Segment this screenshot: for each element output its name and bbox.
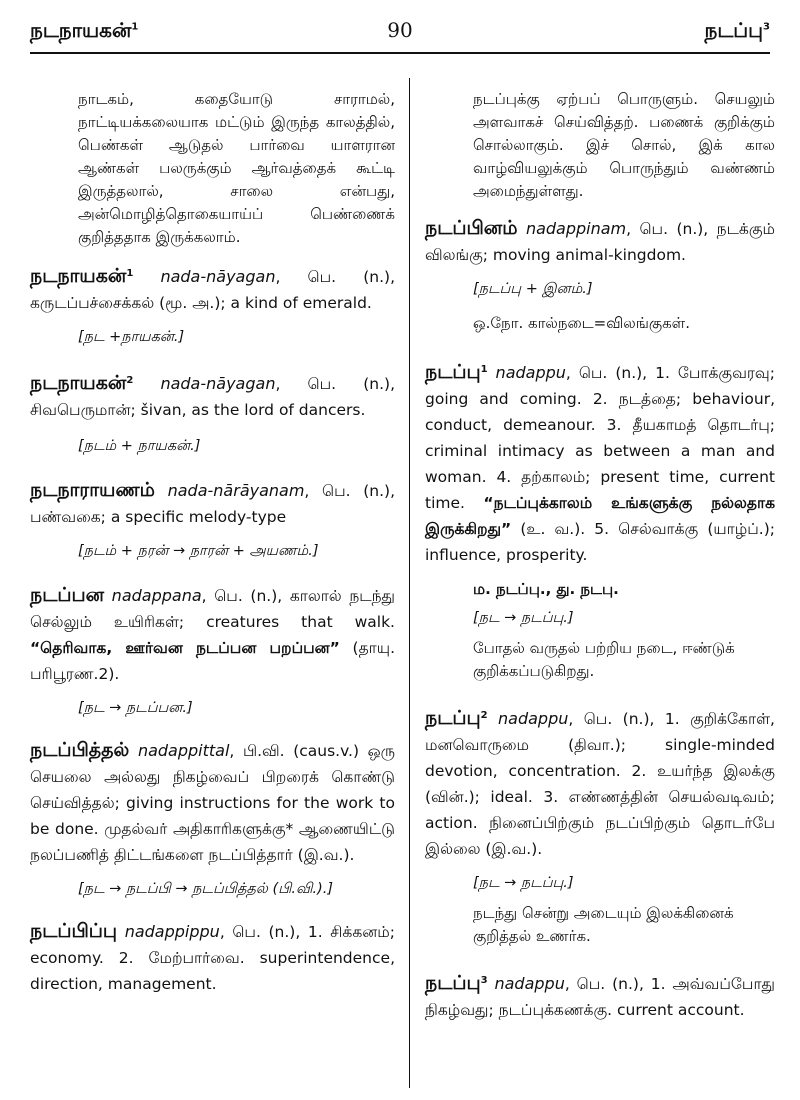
- definition: , பெ. (n.), 1. அவ்வப்போது நிகழ்வது; நடப்புக்கணக்கு. current account.: [425, 975, 775, 1020]
- definition: , பெ. (n.), 1. சிக்கனம்; economy. 2. மேற்பார்வை. superintendence, direction, management.: [30, 923, 395, 994]
- cognates: ம. நடப்பு., து. நடபு.: [473, 580, 619, 599]
- headword: நடப்பினம்: [425, 217, 518, 239]
- definition: , பெ. (n.), காலால் நடந்து செல்லும் உயிரிகள்; creatures that walk.: [30, 587, 395, 632]
- etymology: [நடம் + நரன் → நாரன் + அயணம்.]: [78, 543, 319, 560]
- transliteration: nada-nārāyanam: [167, 481, 305, 501]
- page-number: 90: [387, 18, 413, 42]
- quotation: “தெரிவாக, ஊர்வன நடப்பன பறப்பன”: [30, 639, 340, 658]
- transliteration: nadappu: [494, 974, 565, 994]
- header-right-guide-word: நடப்பு$^3$: [704, 18, 770, 42]
- citation: (உ. வ.). 5. செல்வாக்கு (யாழ்ப்.); influence, prosperity.: [425, 520, 775, 565]
- headword: நடப்பு: [425, 707, 481, 730]
- transliteration: nada-nāyagan: [160, 374, 276, 394]
- definition: , பெ. (n.), 1. குறிக்கோள், மனவொருமை (திவா.); single-minded devotion, concentration. 2. உயர்ந்த இலக்கு (வின்.); ideal. 3. எண்ணத்தின் செயல்வடிவம்; action. நினைப்பிற்கும் நடப்பிற்கும் தொடர்பே இல்லை (இ.வ.).: [425, 710, 775, 859]
- transliteration: nadappu: [498, 709, 569, 729]
- header-rule: [30, 52, 770, 54]
- etymology: [நட → நடப்பு.]: [473, 610, 574, 627]
- headword: நடநாயகன்: [30, 265, 127, 288]
- transliteration: nada-nāyagan: [160, 267, 276, 287]
- headword: நடநாயகன்: [30, 372, 127, 395]
- transliteration: nadappinam: [525, 219, 627, 238]
- etymology: [நடப்பு + இனம்.]: [473, 281, 593, 297]
- entry-nadanarayanam: [30, 477, 395, 562]
- etymology: [நட → நடப்பு.]: [473, 875, 574, 892]
- entry-nadappana: [30, 582, 395, 719]
- left-column: [30, 88, 395, 997]
- entry-nadanayagan-2: நடநாயகன்$^2$ nada-nāyagan, பெ. (n.), சிவபெருமான்; šivan, as the lord of dancers. [நடம் + நாயகன்.]: [30, 368, 395, 457]
- note: ஒ.நோ. கால்நடை=விலங்குகள்.: [473, 314, 690, 332]
- header-left-guide-word: நடநாயகன்$^1$: [30, 18, 139, 42]
- continuation-paragraph: நடப்புக்கு ஏற்பப் பொருளும். செயலும் அளவாகச் செய்வித்தற். பணைக் குறிக்கும் சொல்லாகும். இச் சொல், இக் கால வாழ்வியலுக்கும் பொருந்தும் வண்ணம் அமைந்துள்ளது.: [473, 90, 775, 200]
- etymology: [நடம் + நாயகன்.]: [78, 438, 201, 455]
- entry-nadappittal: [30, 737, 395, 900]
- definition: , பி.வி. (caus.v.) ஒரு செயலை அல்லது நிகழ்வைப் பிறரைக் கொண்டு செய்வித்தல்; giving instructions for the work to be done. முதல்வர் அதிகாரிகளுக்கு* ஆணையிட்டு நலப்பணித் திட்டங்களை நடப்பித்தார் (இ.வ.).: [30, 742, 395, 865]
- transliteration: nadappittal: [137, 741, 230, 761]
- definition: , பெ. (n.), சிவபெருமான்; šivan, as the lord of dancers.: [30, 375, 395, 420]
- entry-nadappu-2: நடப்பு$^2$ nadappu, பெ. (n.), 1. குறிக்கோள், மனவொருமை (திவா.); single-minded devotion, concentration. 2. உயர்ந்த இலக்கு (வின்.); ideal. 3. எண்ணத்தின் செயல்வடிவம்; action. நினைப்பிற்கும் நடப்பிற்கும் தொடர்பே இல்லை (இ.வ.). [நட → நடப்பு.] நடந்து சென்று அடையும் இலக்கினைக் குறித்தல் உணர்க.: [425, 703, 775, 948]
- entry-nadappippu: [30, 918, 395, 997]
- definition: , பெ. (n.), 1. போக்குவரவு; going and coming. 2. நடத்தை; behaviour, conduct, demeanour. 3. தீயகாமத் தொடர்பு; criminal intimacy as between a man and woman. 4. தற்காலம்; present time, current time.: [425, 364, 775, 513]
- definition: , பெ. (n.), நடக்கும் விலங்கு; moving animal-kingdom.: [425, 220, 775, 264]
- transliteration: nadappippu: [124, 922, 220, 942]
- transliteration: nadappu: [495, 363, 566, 383]
- transliteration: nadappana: [111, 586, 202, 606]
- headword: நடப்பு: [425, 361, 481, 384]
- entry-nadappinam: [425, 215, 775, 335]
- right-column: [425, 88, 775, 1023]
- headword: நடப்பிப்பு: [30, 920, 118, 943]
- entry-nadanayagan-1: நடநாயகன்$^1$ nada-nāyagan, பெ. (n.), கருடப்பச்சைக்கல் (மூ. அ.); a kind of emerald. [நட +நாயகன்.]: [30, 261, 395, 348]
- column-divider: [409, 78, 410, 1088]
- intro-paragraph: நாடகம், கதையோடு சாராமல், நாட்டியக்கலையாக மட்டும் இருந்த காலத்தில், பெண்கள் ஆடுதல் பார்வை யாளரான ஆண்கள் பலருக்கும் ஆர்வத்தைக் கூட்டி இருத்தலால், சாலை என்பது, அன்மொழித்தொகையாய்ப் பெண்ணைக் குறித்ததாக இருக்கலாம்.: [78, 90, 395, 246]
- citation: (தாயு. பரிபூரண.2).: [30, 639, 395, 684]
- entry-nadappu-1: நடப்பு$^1$ nadappu, பெ. (n.), 1. போக்குவரவு; going and coming. 2. நடத்தை; behaviour, conduct, demeanour. 3. தீயகாமத் தொடர்பு; criminal intimacy as between a man and woman. 4. தற்காலம்; present time, current time. “நடப்புக்காலம் உங்களுக்கு நல்லதாக இருக்கிறது” (உ. வ.). 5. செல்வாக்கு (யாழ்ப்.); influence, prosperity. ம. நடப்பு., து. நடபு. [நட → நடப்பு.] போதல் வருதல் பற்றிய நடை, ஈண்டுக் குறிக்கப்படுகிறது.: [425, 357, 775, 683]
- definition: , பெ. (n.), பண்வகை; a specific melody-type: [30, 482, 395, 527]
- headword: நடப்பித்தல்: [30, 739, 130, 762]
- definition: , பெ. (n.), கருடப்பச்சைக்கல் (மூ. அ.); a kind of emerald.: [30, 268, 395, 313]
- entry-nadappu-3: நடப்பு$^3$ nadappu, பெ. (n.), 1. அவ்வப்போது நிகழ்வது; நடப்புக்கணக்கு. current account.: [425, 972, 775, 1020]
- note: போதல் வருதல் பற்றிய நடை, ஈண்டுக் குறிக்கப்படுகிறது.: [473, 639, 735, 681]
- etymology: [நட +நாயகன்.]: [78, 329, 185, 346]
- page-header: [0, 14, 800, 54]
- etymology: [நட → நடப்பி → நடப்பித்தல் (பி.வி.).]: [78, 881, 334, 898]
- headword: நடநாராயணம்: [30, 479, 155, 502]
- headword: நடப்பு: [425, 972, 481, 995]
- headword: நடப்பன: [30, 584, 105, 607]
- etymology: [நட → நடப்பன.]: [78, 700, 193, 717]
- note: நடந்து சென்று அடையும் இலக்கினைக் குறித்தல் உணர்க.: [473, 904, 734, 946]
- quotation: “நடப்புக்காலம் உங்களுக்கு நல்லதாக இருக்கிறது”: [425, 494, 775, 539]
